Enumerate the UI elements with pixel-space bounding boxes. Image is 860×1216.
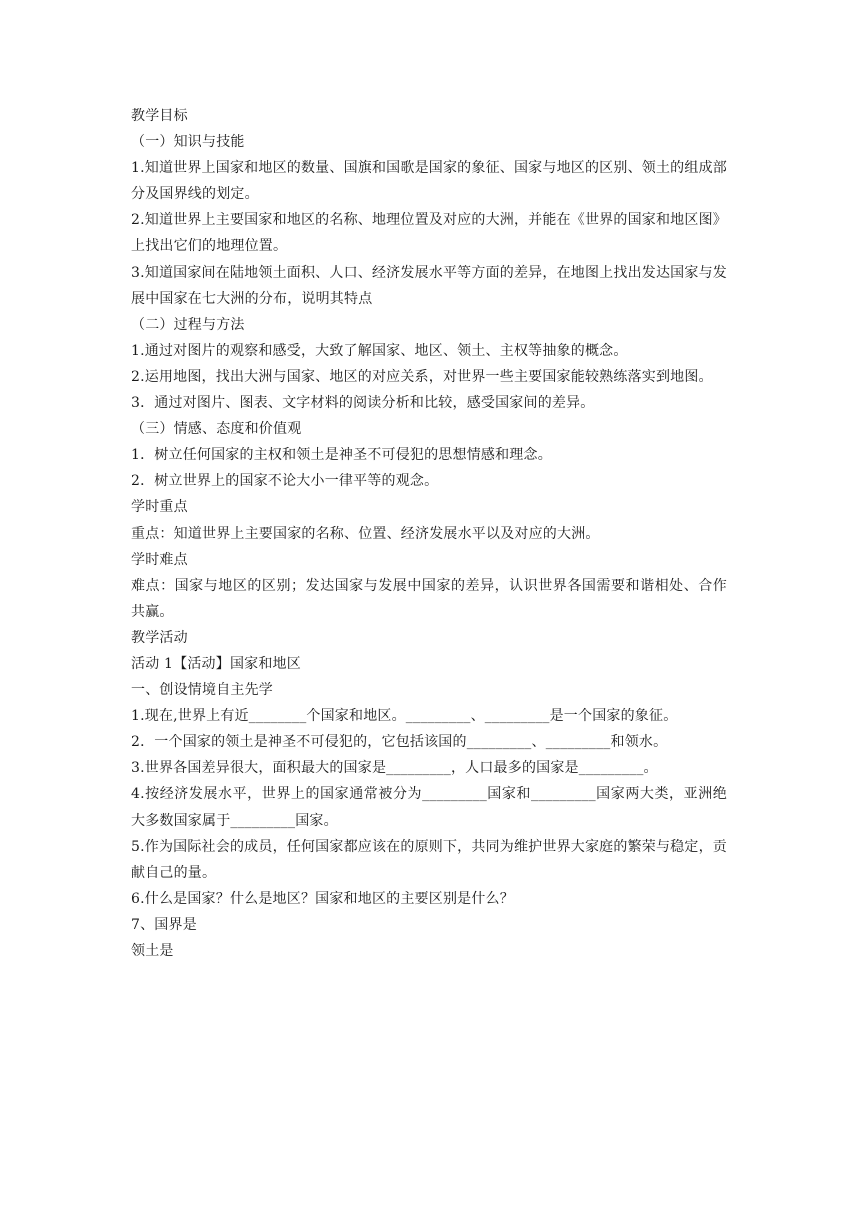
exercise-item: 领土是 — [131, 943, 174, 959]
exercise-item: 1.现在,世界上有近________个国家和地区。_________、_________是一个国家的象征。 — [131, 708, 678, 725]
key-point-text: 重点：知道世界上主要国家的名称、位置、经济发展水平以及对应的大洲。 — [131, 525, 600, 542]
subheading-process-methods: （二）过程与方法 — [131, 316, 245, 333]
heading-teaching-activities: 教学活动 — [131, 629, 188, 646]
document-body — [131, 103, 727, 964]
subheading-emotion-values: （三）情感、态度和价值观 — [131, 421, 302, 438]
subheading-knowledge-skills: （一）知识与技能 — [131, 134, 245, 151]
goal-item: 3．通过对图片、图表、文字材料的阅读分析和比较，感受国家间的差异。 — [131, 395, 595, 412]
heading-teaching-goals: 教学目标 — [131, 108, 188, 124]
goal-item: 2.知道世界上主要国家和地区的名称、地理位置及对应的大洲，并能在《世界的国家和地区图》上找出它们的地理位置。 — [131, 212, 727, 255]
exercise-item: 4.按经济发展水平，世界上的国家通常被分为_________国家和_________国家两大类，亚洲绝大多数国家属于_________国家。 — [131, 786, 727, 829]
exercise-item: 2．一个国家的领土是神圣不可侵犯的，它包括该国的_________、_________和领水。 — [131, 734, 668, 751]
goal-item: 1.通过对图片的观察和感受，大致了解国家、地区、领土、主权等抽象的概念。 — [131, 342, 628, 359]
heading-difficulties: 学时难点 — [131, 551, 188, 568]
activity-title: 活动 1【活动】国家和地区 — [131, 655, 301, 672]
goal-item: 1．树立任何国家的主权和领土是神圣不可侵犯的思想情感和理念。 — [131, 447, 552, 464]
goal-item: 3.知道国家间在陆地领土面积、人口、经济发展水平等方面的差异，在地图上找出发达国家与发展中国家在七大洲的分布，说明其特点 — [131, 264, 727, 307]
heading-key-points: 学时重点 — [131, 499, 188, 516]
exercise-item: 6.什么是国家？什么是地区？国家和地区的主要区别是什么？ — [131, 890, 514, 907]
exercise-item: 7、国界是 — [131, 916, 197, 933]
exercise-item: 3.世界各国差异很大，面积最大的国家是_________，人口最多的国家是_________。 — [131, 760, 658, 777]
section-title: 一、创设情境自主先学 — [131, 682, 273, 699]
exercise-item: 5.作为国际社会的成员，任何国家都应该在的原则下，共同为维护世界大家庭的繁荣与稳定，贡献自己的量。 — [131, 838, 727, 881]
goal-item: 2．树立世界上的国家不论大小一律平等的观念。 — [131, 473, 439, 490]
goal-item: 2.运用地图，找出大洲与国家、地区的对应关系，对世界一些主要国家能较熟练落实到地图。 — [131, 368, 713, 385]
difficulty-text: 难点：国家与地区的区别；发达国家与发展中国家的差异，认识世界各国需要和谐相处、合作共赢。 — [131, 577, 727, 620]
goal-item: 1.知道世界上国家和地区的数量、国旗和国歌是国家的象征、国家与地区的区别、领土的组成部分及国界线的划定。 — [131, 160, 727, 203]
